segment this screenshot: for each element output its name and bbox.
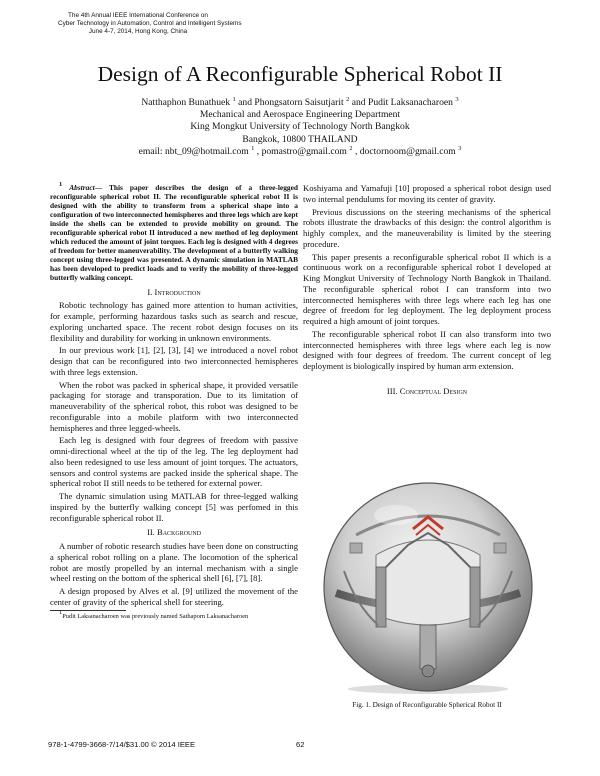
- footnote-marker: 1: [59, 608, 63, 616]
- footer-isbn: 978-1-4799-3668-7/14/$31.00 © 2014 IEEE: [48, 740, 196, 749]
- page-number: 62: [296, 740, 305, 749]
- email-3-sup: 3: [458, 144, 462, 152]
- abstract-footnote-marker: 1: [59, 181, 63, 188]
- conference-line-3: June 4-7, 2014, Hong Kong, China: [88, 28, 188, 36]
- robot-figure: [316, 475, 540, 695]
- conference-header: [58, 12, 242, 37]
- author-department: Mechanical and Aerospace Engineering Department: [199, 109, 401, 121]
- author-1-sup: 1: [232, 96, 236, 103]
- email-2: , pomastro@gmail.com: [256, 145, 347, 157]
- author-university: King Mongkut University of Technology North Bangkok: [190, 121, 410, 133]
- author-2: and Phongsatorn Saisutjarit: [238, 97, 344, 108]
- intro-paragraph: Each leg is designed with four degrees of freedom with passive omni-directional wheel at the tip of the leg. The leg deployment had also been redesigned to use less amount of joint torques. The actuators, sensors and control systems are packed inside the spherical shape. The spherical robot II still needs to be tethered for external power.: [50, 435, 298, 489]
- right-paragraph: This paper presents a reconfigurable spherical robot II which is a continuous work on a reconfigurable spherical robot I developed at King Mongkut University of Technology North Bangkok in Thailand. The reconfigurable spherical robot I can transform into two interconnected hemispheres with three legs where each leg has one degree of freedom for leg deployment. The leg deployment process required a high amount of joint torques.: [303, 251, 551, 326]
- right-paragraph: Previous discussions on the steering mechanisms of the spherical robots illustrate the drawbacks of this design: the control algorithm is highly complex, and the maneuverability is limited by the steering procedure.: [303, 206, 551, 249]
- conference-line-2: Cyber Technology in Automation, Control and Intelligent Systems: [58, 20, 242, 28]
- left-column: [50, 183, 298, 623]
- section-heading-conceptual-design: III. Conceptual Design: [386, 385, 468, 396]
- author-3: and Pudit Laksanacharoen: [351, 97, 453, 108]
- right-column: [303, 183, 551, 400]
- paper-title: Design of A Reconfigurable Spherical Robot II: [97, 62, 503, 86]
- intro-paragraph: In our previous work [1], [2], [3], [4] we introduced a novel robot design that can be reconfigured into two interconnected hemispheres with three legs extension.: [50, 345, 298, 377]
- intro-paragraph: Robotic technology has gained more attention to human activities, for example, performing hazardous tasks such as search and rescue, exploring uncharted space. The recent robot design focuses on its flexibility and durability for working in unknown environments.: [50, 300, 298, 343]
- section-heading-background: II. Background: [146, 527, 202, 538]
- background-paragraph: A number of robotic research studies have been done on constructing a spherical robot rolling on a plane. The locomotion of the spherical robot are mostly propelled by an internal mechanism with a single wheel resting on the bottom of the spherical shell [6], [7], [8].: [50, 541, 298, 584]
- right-paragraph: Koshiyama and Yamafuji [10] proposed a spherical robot design used two internal pendulums for moving its center of gravity.: [303, 183, 551, 204]
- abstract-text: — This paper describes the design of a three-legged reconfigurable spherical robot II. The reconfigurable spherical robot II is designed with the ability to transform from a spherical shape into a configuration of two interconnected hemispheres and three legs which are kept inside the shells can be extended to provide mobility on ground. The reconfigurable spherical robot II introduced a new method of leg deployment which reduced the amount of joint torques. Each leg is designed with 4 degrees of freedom for better maneuverability. The development of a butterfly walking concept using three-legged was presented. A dynamic simulation in MATLAB has been developed to predict loads and to verify the mobility of three-legged butterfly walking concept.: [50, 183, 298, 283]
- author-city: Bangkok, 10800 THAILAND: [242, 133, 358, 145]
- section-heading-introduction: I. Introduction: [147, 286, 201, 297]
- author-1: Natthaphon Bunathuek: [141, 97, 231, 108]
- right-paragraph: The reconfigurable spherical robot II can also transform into two interconnected hemispheres with three legs where each leg is now designed with four degrees of freedom. The current concept of leg deployment is biologically inspired by human arm extension.: [303, 328, 551, 371]
- email-1-sup: 1: [251, 144, 255, 152]
- footnote: [50, 608, 298, 621]
- intro-paragraph: When the robot was packed in spherical shape, it provided versatile packaging for storage and transporation. Due to its limitation of maneuverability of the spherical robot, this robot was designed to be reconfigurable into a mobile platform with two interconnected hemispheres and three legged-wheels.: [50, 379, 298, 433]
- conference-line-1: The 4th Annual IEEE International Conference on: [68, 12, 208, 19]
- author-2-sup: 2: [346, 96, 350, 103]
- author-names: [0, 97, 600, 109]
- abstract-lead: Abstract: [69, 183, 95, 192]
- background-paragraph: A design proposed by Alves et al. [9] utilized the movement of the center of gravity of the spherical shell for steering.: [50, 586, 298, 607]
- author-block: [0, 97, 600, 158]
- abstract: [50, 183, 298, 283]
- email-2-sup: 2: [349, 144, 353, 152]
- email-1: email: nbt_09@hotmail.com: [138, 145, 249, 157]
- email-3: , doctornoom@gmail.com: [354, 145, 456, 157]
- spherical-robot-illustration: [316, 475, 540, 695]
- footnote-text: Pudit Laksanacharoen was previously named Sathaporn Laksanacharoen: [62, 612, 249, 620]
- figure-caption: Fig. 1. Design of Reconfigurable Spherical Robot II: [352, 701, 502, 709]
- intro-paragraph: The dynamic simulation using MATLAB for three-legged walking inspired by the butterfly walking concept [5] was perfomed in this reconfigurable spherical robot II.: [50, 491, 298, 523]
- author-3-sup: 3: [455, 96, 459, 103]
- author-emails: [0, 146, 600, 158]
